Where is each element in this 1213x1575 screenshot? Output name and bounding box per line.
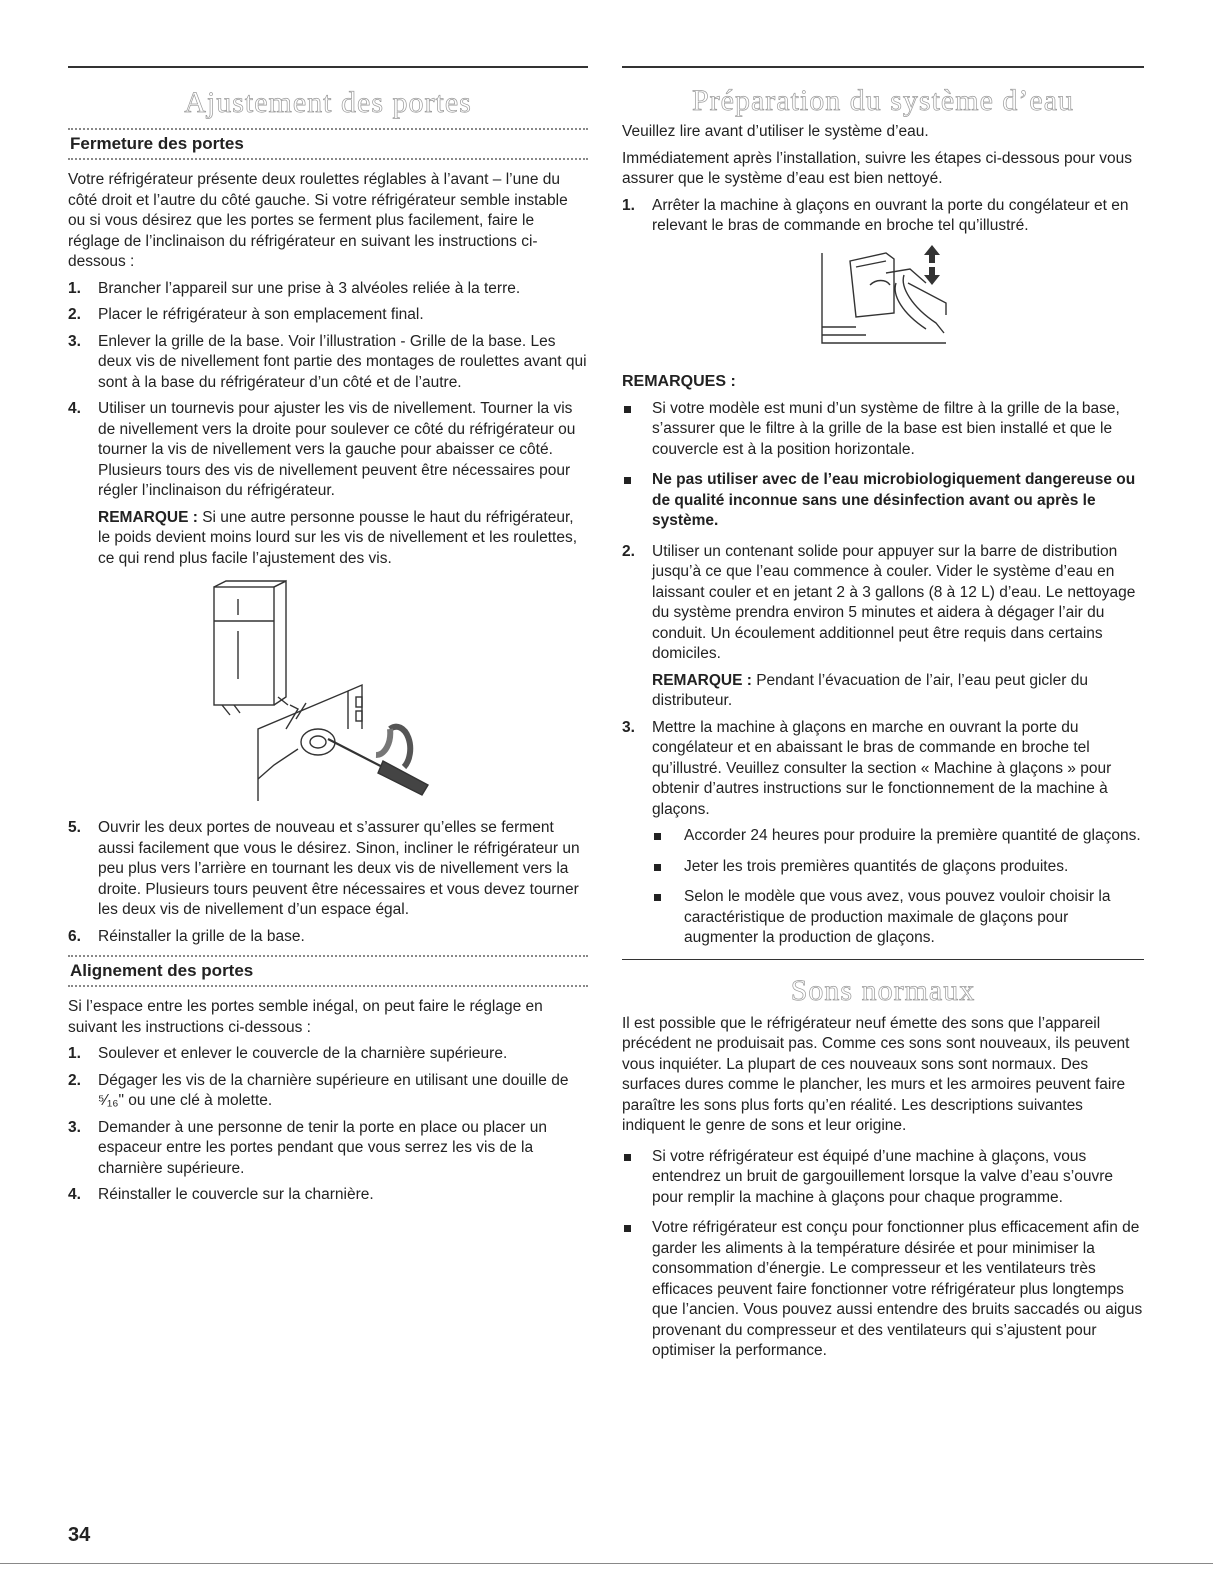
leveling-screw-illustration <box>178 579 578 804</box>
note-text: Si une autre personne pousse le haut du réfrigérateur, le poids devient moins lourd sur les vis de nivellement et les roulettes, ce qui rend plus facile l’ajustement des vis. <box>98 508 578 567</box>
subhead-block-fermeture <box>68 128 588 160</box>
list-item <box>622 1218 1144 1362</box>
steps-list-eau-1 <box>622 196 1144 237</box>
page-number: 34 <box>68 1524 91 1546</box>
sub-bullets <box>652 826 1144 949</box>
bullet-square-icon <box>624 406 631 413</box>
subhead-fermeture: Fermeture des portes <box>70 134 244 153</box>
list-item <box>652 887 1144 949</box>
list-item <box>622 196 1144 237</box>
list-item <box>68 305 588 326</box>
remarques-heading: REMARQUES : <box>622 372 736 390</box>
list-item <box>68 1185 588 1206</box>
step-number: 1. <box>68 279 81 297</box>
step-number: 4. <box>68 1186 81 1203</box>
bullet-square-icon <box>624 477 631 484</box>
bullet-square-icon <box>624 1154 631 1161</box>
step-text: Réinstaller le couvercle sur la charnière. <box>98 1186 374 1203</box>
list-item <box>622 470 1144 532</box>
dotted-rule <box>68 985 588 987</box>
step-text: Ouvrir les deux portes de nouveau et s’assurer qu’elles se ferment aussi facilement que vous le désirez. Sinon, incliner le réfrigérateur un peu plus vers l’arrière en tournant les deux vis de nivellement vers la droite. Plusieurs tours peuvent être nécessaires et vous devez tourner les deux vis de nivellement d’un espace égal. <box>98 819 580 918</box>
note-text: Pendant l’évacuation de l’air, l’eau peut gicler du distributeur. <box>652 671 1088 709</box>
note-label: REMARQUE : <box>652 671 752 689</box>
note-paragraph <box>98 508 588 570</box>
step-number: 4. <box>68 400 81 417</box>
dotted-rule <box>68 955 588 957</box>
intro2-paragraph: Si l’espace entre les portes semble inégal, on peut faire le réglage en suivant les instructions ci-dessous : <box>68 998 543 1036</box>
bottom-rule <box>0 1563 1213 1564</box>
steps-list-fermeture-cont <box>68 818 588 947</box>
list-item <box>68 399 588 569</box>
remark-text: Ne pas utiliser avec de l’eau microbiologiquement dangereuse ou de qualité inconnue sans une désinfection avant ou après le système. <box>652 471 1136 529</box>
steps-list-fermeture <box>68 279 588 570</box>
list-item <box>622 1147 1144 1209</box>
list-item <box>652 857 1144 878</box>
section-title-sons: Sons normaux <box>790 973 976 1007</box>
step-number: 3. <box>68 1118 81 1136</box>
step-number: 3. <box>68 332 81 350</box>
list-item <box>68 332 588 394</box>
sons-list <box>622 1147 1144 1362</box>
list-item <box>652 826 1144 847</box>
list-item <box>622 399 1144 461</box>
bullet-square-icon <box>654 894 661 901</box>
paragraph-2: Immédiatement après l’installation, suivre les étapes ci-dessous pour vous assurer que le système d’eau est bien nettoyé. <box>622 149 1133 187</box>
subhead-block-alignement <box>68 955 588 987</box>
section-title-ajustement: Ajustement des portes <box>184 86 472 119</box>
bullet-square-icon <box>654 833 661 840</box>
paragraph-1: Veuillez lire avant d’utiliser le système d’eau. <box>622 123 929 140</box>
subhead-alignement: Alignement des portes <box>70 961 254 980</box>
list-item <box>622 718 1144 949</box>
list-item <box>68 1044 588 1065</box>
note-paragraph <box>652 671 1144 712</box>
right-column <box>622 66 1144 1372</box>
section-rule <box>622 959 1144 960</box>
step-text: Mettre la machine à glaçons en marche en ouvrant la porte du congélateur et en abaissant le bras de commande en broche tel qu’illustré. Veuillez consulter la section « Machine à glaçons » pour obtenir d’autres instructions sur le fonctionnement de la machine à glaçons. <box>652 718 1112 818</box>
step-number: 6. <box>68 927 81 945</box>
step-text: Demander à une personne de tenir la porte en place ou placer un espaceur entre les portes pendant que vous serrez les vis de la charnière supérieure. <box>98 1118 547 1177</box>
step-text: Utiliser un tournevis pour ajuster les vis de nivellement. Tourner la vis de nivellement vers la droite pour soulever ce côté du réfrigérateur ou tourner la vis de nivellement vers la gauche pour abaisser ce côté. Plusieurs tours des vis de nivellement peuvent être nécessaires pour régler l’inclinaison du réfrigérateur. <box>98 400 576 499</box>
top-rule <box>68 66 588 68</box>
bullet-text: Jeter les trois premières quantités de glaçons produites. <box>684 857 1069 875</box>
list-item <box>68 1071 588 1112</box>
bullet-text: Selon le modèle que vous avez, vous pouvez vouloir choisir la caractéristique de production maximale de glaçons pour augmenter la production de glaçons. <box>684 888 1111 946</box>
step-number: 3. <box>622 718 635 736</box>
step-text: Réinstaller la grille de la base. <box>98 927 305 945</box>
step-text: Soulever et enlever le couvercle de la charnière supérieure. <box>98 1045 508 1062</box>
bullet-square-icon <box>624 1225 631 1232</box>
step-number: 1. <box>68 1045 81 1062</box>
step-text: Arrêter la machine à glaçons en ouvrant la porte du congélateur et en relevant le bras de commande en broche tel qu’illustré. <box>652 196 1129 234</box>
bullet-text: Si votre réfrigérateur est équipé d’une machine à glaçons, vous entendrez un bruit de gargouillement lorsque la valve d’eau s’ouvre pour remplir la machine à glaçons pour chaque programme. <box>652 1147 1113 1206</box>
step-number: 1. <box>622 196 635 214</box>
list-item <box>622 542 1144 712</box>
step-number: 2. <box>68 306 81 323</box>
top-rule <box>622 66 1144 68</box>
step-text: Placer le réfrigérateur à son emplacement final. <box>98 306 424 323</box>
steps-list-alignement <box>68 1044 588 1206</box>
remark-text: Si votre modèle est muni d’un système de filtre à la grille de la base, s’assurer que le filtre à la grille de la base est bien installé et que le couvercle est à la position horizontale. <box>652 399 1120 458</box>
dotted-rule <box>68 158 588 160</box>
paragraph-3: Il est possible que le réfrigérateur neuf émette des sons que l’appareil précédent ne produisait pas. Comme ces sons sont nouveaux, ils peuvent vous inquiéter. La plupart de ces nouveaux sons sont normaux. Des surfaces dures comme le plancher, les murs et les armoires peuvent faire paraître les sons plus forts qu’en réalité. Les descriptions suivantes indiquent le genre de sons et leur origine. <box>622 1014 1130 1134</box>
step-text: Dégager les vis de la charnière supérieure en utilisant une douille de ⁵⁄₁₆" ou une clé à molette. <box>98 1071 569 1109</box>
left-column <box>68 66 588 1212</box>
step-number: 2. <box>622 542 635 560</box>
step-number: 5. <box>68 819 81 836</box>
bullet-square-icon <box>654 864 661 871</box>
ice-maker-illustration <box>816 243 956 363</box>
bullet-text: Accorder 24 heures pour produire la première quantité de glaçons. <box>684 827 1141 844</box>
section-title-preparation: Préparation du système d’eau <box>691 84 1075 117</box>
step-text: Enlever la grille de la base. Voir l’illustration - Grille de la base. Les deux vis de nivellement font partie des montages de roulettes avant qui sont à la base du réfrigérateur d’un côté et de l’autre. <box>98 332 587 391</box>
intro-paragraph: Votre réfrigérateur présente deux roulettes réglables à l’avant – l’une du côté droit et l’autre du côté gauche. Si votre réfrigérateur semble instable ou si vous désirez que les portes se ferment plus facilement, faire le réglage de l’inclinaison du réfrigérateur en suivant les instructions ci-dessous : <box>68 171 568 270</box>
step-text: Brancher l’appareil sur une prise à 3 alvéoles reliée à la terre. <box>98 279 521 297</box>
list-item <box>68 279 588 300</box>
remarques-list <box>622 399 1144 532</box>
bullet-text: Votre réfrigérateur est conçu pour fonctionner plus efficacement afin de garder les aliments à la température désirée et pour minimiser la consommation d’énergie. Le compresseur et les ventilateurs très efficaces peuvent faire fonctionner votre réfrigérateur plus longtemps que l’ancien. Vous pouvez aussi entendre des bruits saccadés ou aigus provenant du compresseur et des ventilateurs qui s’ajustent pour optimiser la performance. <box>652 1219 1143 1359</box>
step-text: Utiliser un contenant solide pour appuyer sur la barre de distribution jusqu’à ce que l’eau commence à couler. Vider le système d’eau en laissant couler et en jetant 2 à 3 gallons (8 à 12 L) d’eau. Le nettoyage du système prendra environ 5 minutes et aidera à dégager l’air du conduit. Un écoulement additionnel peut être requis dans certains domiciles. <box>652 542 1136 662</box>
list-item <box>68 927 588 948</box>
steps-list-eau-2 <box>622 542 1144 949</box>
dotted-rule <box>68 128 588 130</box>
list-item <box>68 1118 588 1180</box>
note-label: REMARQUE : <box>98 508 198 526</box>
step-number: 2. <box>68 1071 81 1089</box>
list-item <box>68 818 588 921</box>
